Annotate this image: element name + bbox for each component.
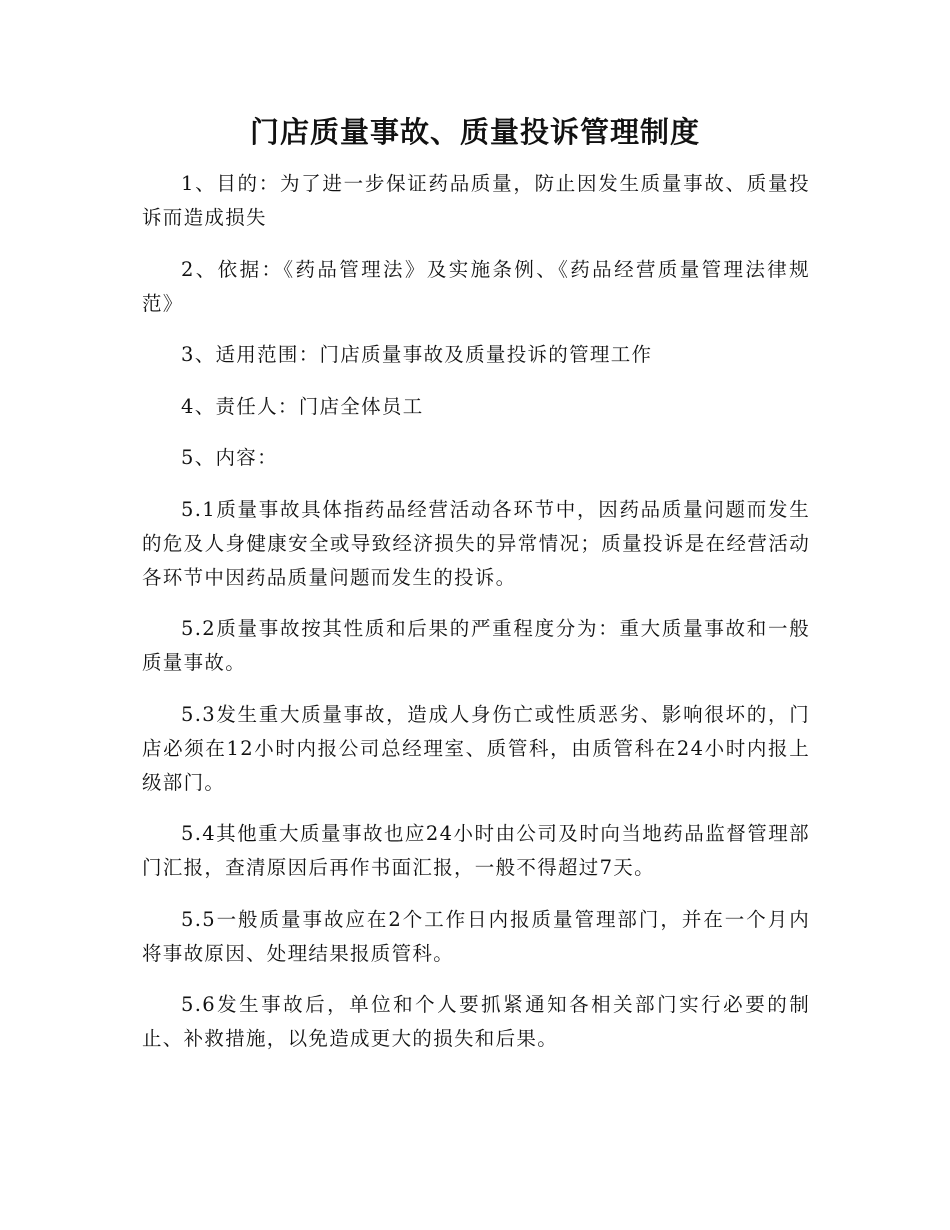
- paragraph-scope: 3、适用范围：门店质量事故及质量投诉的管理工作: [181, 343, 653, 366]
- paragraph-5-5: 5.5一般质量事故应在2个工作日内报质量管理部门，并在一个月内将事故原因、处理结果报质管科。: [142, 907, 810, 965]
- paragraph-responsible: 4、责任人：门店全体员工: [181, 394, 424, 418]
- paragraph-5-1: 5.1质量事故具体指药品经营活动各环节中，因药品质量问题而发生的危及人身健康安全或导致经济损失的异常情况；质量投诉是在经营活动各环节中因药品质量问题而发生的投诉。: [142, 497, 810, 589]
- document-title: 门店质量事故、质量投诉管理制度: [249, 115, 700, 149]
- paragraph-5-4: 5.4其他重大质量事故也应24小时由公司及时向当地药品监督管理部门汇报，查清原因后再作书面汇报，一般不得超过7天。: [142, 822, 810, 879]
- paragraph-5-6: 5.6发生事故后，单位和个人要抓紧通知各相关部门实行必要的制止、补救措施，以免造成更大的损失和后果。: [142, 993, 810, 1050]
- paragraph-purpose: 1、目的：为了进一步保证药品质量，防止因发生质量事故、质量投诉而造成损失: [142, 172, 810, 229]
- paragraph-basis: 2、依据：《药品管理法》及实施条例、《药品经营质量管理法律规范》: [142, 257, 810, 315]
- paragraph-5-3: 5.3发生重大质量事故，造成人身伤亡或性质恶劣、影响很坏的，门店必须在12小时内报公司总经理室、质管科，由质管科在24小时内报上级部门。: [142, 702, 810, 794]
- paragraph-content-heading: 5、内容：: [181, 446, 278, 469]
- document-body: [142, 167, 810, 1074]
- paragraph-5-2: 5.2质量事故按其性质和后果的严重程度分为：重大质量事故和一般质量事故。: [142, 617, 810, 674]
